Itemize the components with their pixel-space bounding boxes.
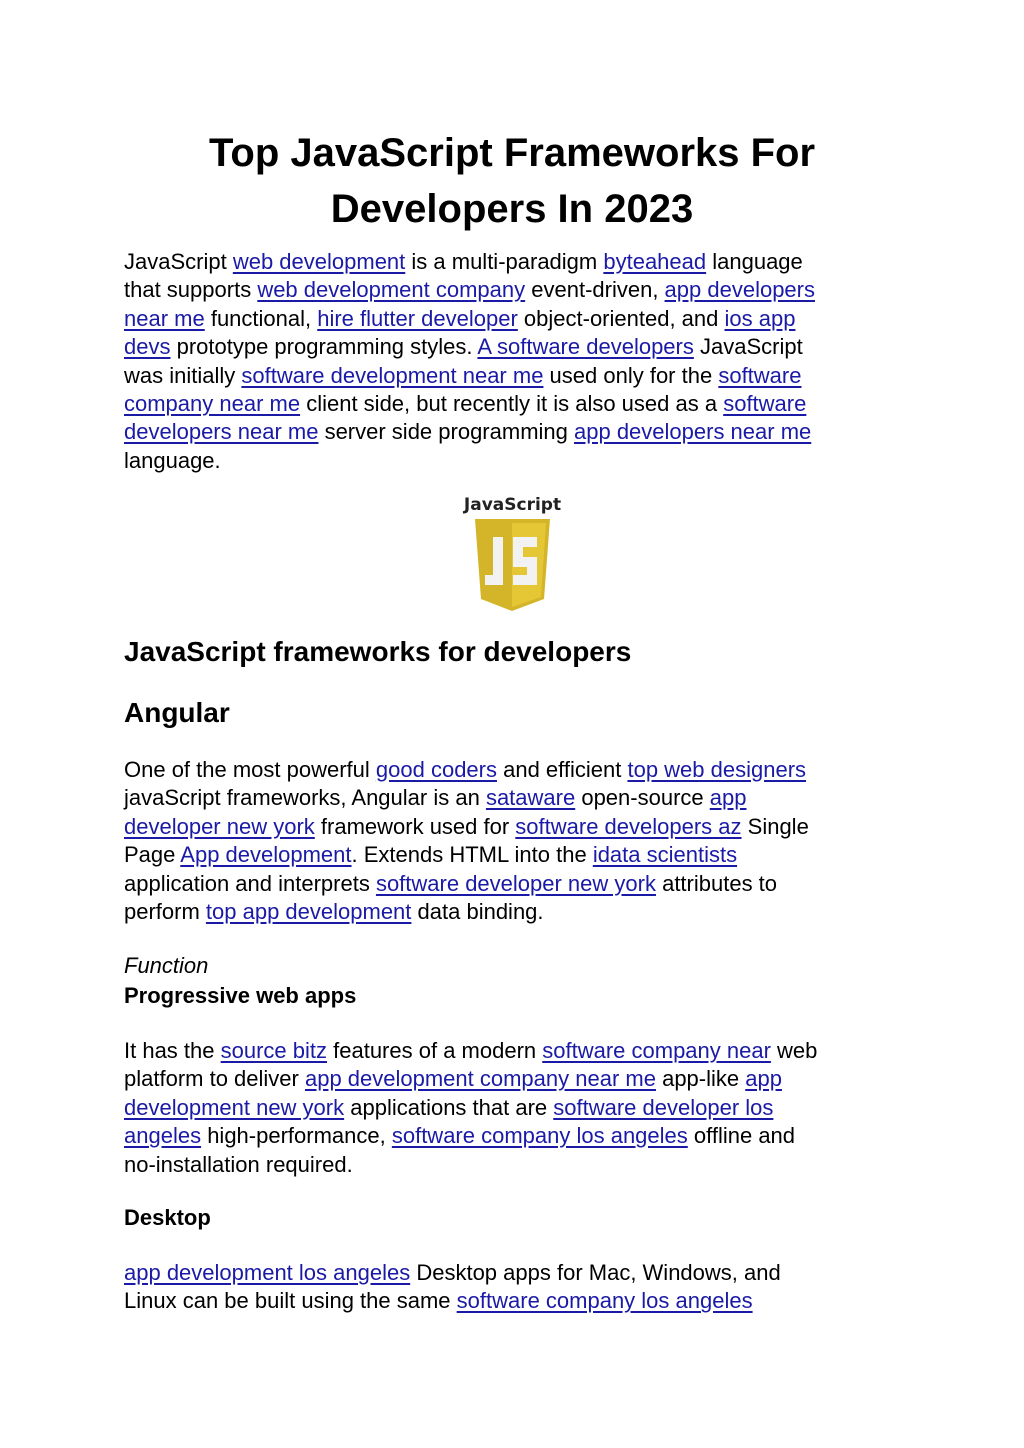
text-line: [124, 1065, 782, 1093]
inline-link[interactable]: byteahead: [603, 249, 707, 274]
text-span: It has the: [124, 1038, 221, 1063]
text-span: Page: [124, 842, 181, 868]
page-title: [0, 125, 1024, 237]
inline-link[interactable]: App development: [180, 842, 352, 868]
inline-link[interactable]: app: [709, 785, 747, 811]
function-label: Function: [124, 953, 209, 978]
inline-link[interactable]: sataware: [485, 785, 576, 811]
text-span: that supports: [124, 277, 258, 303]
inline-link[interactable]: app: [745, 1066, 782, 1092]
text-line: [124, 447, 221, 475]
text-span: functional,: [204, 305, 318, 331]
inline-link[interactable]: software developer los: [553, 1094, 774, 1120]
text-span: object-oriented, and: [517, 305, 725, 331]
text-line: [124, 418, 811, 446]
inline-link[interactable]: top app development: [205, 899, 412, 924]
text-line: [124, 390, 806, 418]
text-line: [124, 333, 803, 361]
text-line: [124, 756, 806, 784]
text-line: [124, 813, 809, 841]
text-span: features of a modern: [327, 1038, 543, 1063]
text-span: high-performance,: [201, 1123, 392, 1149]
text-span: application and interprets: [124, 870, 376, 896]
angular-heading: Angular: [124, 697, 230, 728]
text-span: was initially: [124, 362, 242, 388]
inline-link[interactable]: software: [723, 391, 807, 416]
text-span: server side programming: [318, 419, 574, 445]
inline-link[interactable]: idata scientists: [592, 842, 738, 868]
javascript-logo: [455, 495, 570, 610]
text-span: prototype programming styles.: [170, 334, 478, 360]
inline-link[interactable]: company near me: [124, 391, 301, 416]
inline-link[interactable]: angeles: [124, 1123, 202, 1149]
text-span: attributes to: [655, 870, 778, 896]
inline-link[interactable]: hire flutter developer: [317, 305, 518, 331]
inline-link[interactable]: software company los angeles: [391, 1123, 688, 1149]
inline-link[interactable]: software: [718, 362, 802, 388]
inline-link[interactable]: web development: [232, 249, 406, 274]
title-line-1: Top JavaScript Frameworks For: [208, 131, 816, 175]
inline-link[interactable]: developers near me: [124, 419, 319, 445]
text-span: used only for the: [543, 362, 719, 388]
inline-link[interactable]: devs: [124, 334, 171, 360]
inline-link[interactable]: software company los angeles: [456, 1288, 753, 1314]
inline-link[interactable]: development new york: [124, 1094, 345, 1120]
text-span: applications that are: [344, 1094, 554, 1120]
text-span: platform to deliver: [124, 1066, 305, 1092]
inline-link[interactable]: good coders: [375, 757, 497, 782]
inline-link[interactable]: app development company near me: [304, 1066, 656, 1092]
inline-link[interactable]: web development company: [257, 277, 526, 303]
text-line: [124, 276, 815, 304]
inline-link[interactable]: top web designers: [627, 757, 807, 782]
logo-label: JavaScript: [463, 495, 562, 515]
text-line: [124, 305, 795, 333]
text-line: [124, 362, 801, 390]
text-span: language.: [124, 447, 221, 473]
text-line: [124, 248, 803, 276]
text-span: no-installation required.: [124, 1151, 353, 1177]
inline-link[interactable]: source bitz: [220, 1038, 328, 1063]
inline-link[interactable]: app developers near me: [574, 419, 812, 445]
text-span: app-like: [655, 1066, 746, 1092]
inline-link[interactable]: ios app: [724, 305, 796, 331]
text-line: [124, 784, 746, 812]
text-span: web: [770, 1038, 818, 1063]
text-span: JavaScript: [124, 249, 233, 274]
text-span: javaScript frameworks, Angular is an: [124, 785, 486, 811]
title-line-2: Developers In 2023: [330, 187, 694, 231]
text-line: [124, 1151, 353, 1179]
text-line: [124, 1122, 795, 1150]
text-span: data binding.: [411, 899, 544, 924]
desktop-heading: Desktop: [124, 1205, 211, 1230]
text-span: JavaScript: [693, 334, 803, 360]
text-line: [124, 870, 777, 898]
text-span: . Extends HTML into the: [351, 842, 593, 868]
text-line: [124, 898, 544, 926]
text-line: [124, 1037, 817, 1065]
pwa-heading: Progressive web apps: [124, 983, 357, 1008]
inline-link[interactable]: software development near me: [241, 362, 544, 388]
js-shield-icon: [455, 519, 570, 614]
text-line: [124, 1287, 753, 1315]
text-span: Desktop apps for Mac, Windows, and: [410, 1260, 781, 1285]
inline-link[interactable]: near me: [124, 305, 205, 331]
inline-link[interactable]: software developers az: [515, 813, 742, 839]
inline-link[interactable]: developer new york: [124, 813, 315, 839]
text-span: language: [706, 249, 803, 274]
text-span: is a multi-paradigm: [405, 249, 604, 274]
inline-link[interactable]: software company near: [542, 1038, 771, 1063]
inline-link[interactable]: app development los angeles: [124, 1260, 411, 1285]
text-span: Single: [741, 813, 809, 839]
text-line: [124, 841, 737, 869]
text-span: framework used for: [314, 813, 516, 839]
text-span: One of the most powerful: [124, 757, 376, 782]
text-line: [124, 1259, 781, 1287]
text-span: client side, but recently it is also used as a: [300, 391, 724, 416]
text-span: perform: [124, 899, 206, 924]
text-span: event-driven,: [525, 277, 665, 303]
text-span: offline and: [687, 1123, 796, 1149]
text-span: open-source: [575, 785, 710, 811]
inline-link[interactable]: A software developers: [477, 334, 694, 360]
section-heading: JavaScript frameworks for developers: [124, 636, 632, 667]
inline-link[interactable]: app developers: [664, 277, 815, 303]
text-line: [124, 1094, 773, 1122]
inline-link[interactable]: software developer new york: [375, 870, 656, 896]
text-span: Linux can be built using the same: [124, 1288, 457, 1314]
text-span: and efficient: [497, 757, 628, 782]
